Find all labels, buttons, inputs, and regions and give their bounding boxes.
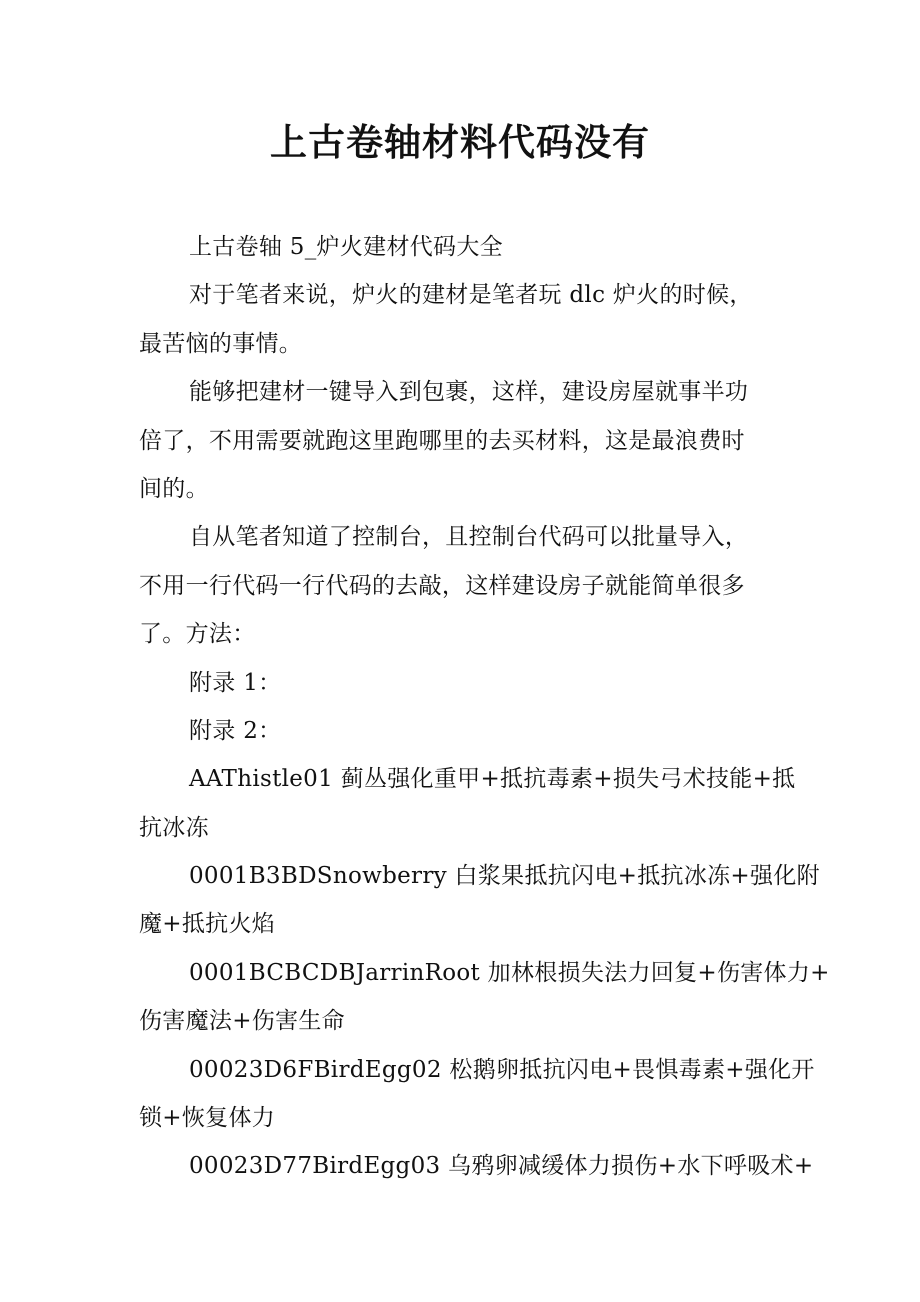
paragraph <box>139 713 799 761</box>
paragraph <box>139 955 830 1052</box>
paragraph <box>139 665 799 713</box>
paragraph-line: 最苦恼的事情。 <box>139 330 303 357</box>
paragraph-line: 伤害魔法+伤害生命 <box>139 1008 345 1035</box>
paragraph-line: 0001BCBCDBJarrinRoot 加林根损失法力回复+伤害体力+ <box>189 959 830 986</box>
paragraph-line: 间的。 <box>139 475 209 502</box>
paragraph-line: 了。方法： <box>139 621 256 648</box>
paragraph-line: 00023D77BirdEgg03 乌鸦卵减缓体力损伤+水下呼吸术+ <box>189 1153 814 1180</box>
paragraph-line: 上古卷轴 5_炉火建材代码大全 <box>189 234 503 260</box>
paragraph <box>139 229 799 277</box>
document-title: 上古卷轴材料代码没有 <box>270 120 650 164</box>
paragraph-line: 0001B3BDSnowberry 白浆果抵抗闪电+抵抗冰冻+强化附 <box>189 863 820 890</box>
paragraph <box>139 858 820 955</box>
paragraph-line: 倍了，不用需要就跑这里跑哪里的去买材料，这是最浪费时 <box>139 427 745 454</box>
paragraph-line: AAThistle01 蓟丛强化重甲+抵抗毒素+损失弓术技能+抵 <box>189 766 796 793</box>
paragraph-line: 抗冰冻 <box>139 814 209 841</box>
paragraph-line: 附录 1： <box>189 669 282 696</box>
paragraph <box>139 1052 815 1149</box>
paragraph <box>139 277 799 374</box>
paragraph <box>139 1148 814 1196</box>
paragraph-line: 自从笔者知道了控制台，且控制台代码可以批量导入， <box>189 524 749 551</box>
paragraph <box>139 374 799 519</box>
document-body <box>139 229 830 1197</box>
paragraph-line: 能够把建材一键导入到包裹，这样，建设房屋就事半功 <box>189 379 749 406</box>
paragraph <box>139 519 799 664</box>
paragraph <box>139 761 799 858</box>
paragraph-line: 对于笔者来说，炉火的建材是笔者玩 dlc 炉火的时候， <box>189 282 753 309</box>
paragraph-line: 不用一行代码一行代码的去敲，这样建设房子就能简单很多 <box>139 572 745 599</box>
paragraph-line: 附录 2： <box>189 717 282 744</box>
paragraph-line: 锁+恢复体力 <box>139 1105 276 1132</box>
paragraph-line: 00023D6FBirdEgg02 松鹅卵抵抗闪电+畏惧毒素+强化开 <box>189 1056 815 1083</box>
paragraph-line: 魔+抵抗火焰 <box>139 911 276 938</box>
